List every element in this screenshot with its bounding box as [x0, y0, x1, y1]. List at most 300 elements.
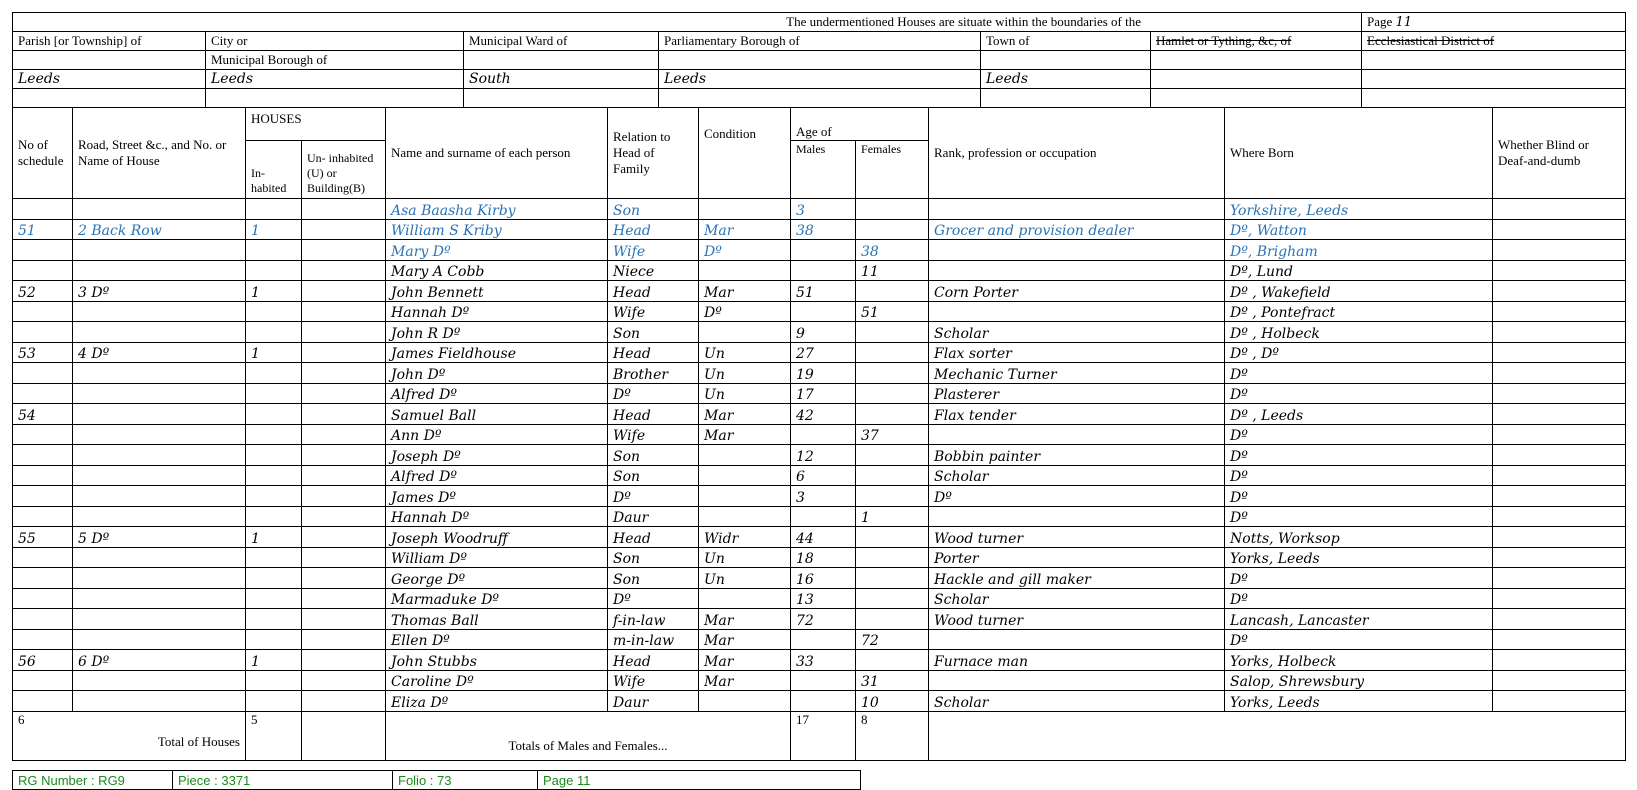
uninhabited-mark — [302, 486, 386, 507]
schedule-number — [13, 588, 73, 609]
occupation: Mechanic Turner — [929, 363, 1225, 384]
birthplace: Dº — [1225, 383, 1493, 404]
occupation: Hackle and gill maker — [929, 568, 1225, 589]
blank-cell — [13, 89, 206, 108]
birthplace: Dº — [1225, 568, 1493, 589]
occupation — [929, 506, 1225, 527]
birthplace: Dº — [1225, 363, 1493, 384]
relation: Head — [608, 404, 699, 425]
boundaries-title: The undermentioned Houses are situate within the boundaries of the — [13, 13, 1362, 32]
table-row — [13, 691, 1626, 712]
age-female — [856, 486, 929, 507]
uninhabited-mark — [302, 609, 386, 630]
blind-deaf — [1493, 404, 1626, 425]
relation: Son — [608, 445, 699, 466]
occupation — [929, 199, 1225, 220]
uninhabited-mark — [302, 424, 386, 445]
schedule-number — [13, 301, 73, 322]
parish-value: Leeds — [13, 70, 206, 89]
blank-cell — [206, 89, 464, 108]
uninhabited-mark — [302, 691, 386, 712]
blind-deaf — [1493, 383, 1626, 404]
road-address — [73, 199, 246, 220]
uninhabited-mark — [302, 342, 386, 363]
occupation: Wood turner — [929, 609, 1225, 630]
uninhabited-mark — [302, 650, 386, 671]
inhabited-count — [246, 568, 302, 589]
condition: Dº — [699, 240, 791, 261]
schedule-number — [13, 486, 73, 507]
eccl-spacer — [1362, 51, 1626, 70]
blind-deaf — [1493, 691, 1626, 712]
uninhabited-mark — [302, 527, 386, 548]
age-male — [791, 629, 856, 650]
condition: Widr — [699, 527, 791, 548]
condition: Mar — [699, 424, 791, 445]
inhabited-count — [246, 506, 302, 527]
age-female — [856, 383, 929, 404]
occupation: Furnace man — [929, 650, 1225, 671]
road-address — [73, 568, 246, 589]
table-row — [13, 322, 1626, 343]
age-male: 3 — [791, 199, 856, 220]
blind-deaf — [1493, 629, 1626, 650]
table-row — [13, 342, 1626, 363]
uninhabited-mark — [302, 260, 386, 281]
road-address: 3 Dº — [73, 281, 246, 302]
person-name: Samuel Ball — [386, 404, 608, 425]
hamlet-value — [1151, 70, 1362, 89]
inhabited-count — [246, 301, 302, 322]
age-female — [856, 527, 929, 548]
inhabited-count — [246, 199, 302, 220]
relation: Wife — [608, 240, 699, 261]
occupation — [929, 301, 1225, 322]
rg-number: RG Number : RG9 — [13, 771, 173, 790]
relation: Head — [608, 342, 699, 363]
age-female: 72 — [856, 629, 929, 650]
age-female — [856, 588, 929, 609]
age-male: 19 — [791, 363, 856, 384]
table-row — [13, 445, 1626, 466]
road-address — [73, 322, 246, 343]
uninhabited-total — [302, 711, 386, 760]
town-label: Town of — [981, 32, 1151, 51]
schedule-number: 52 — [13, 281, 73, 302]
birthplace: Dº — [1225, 506, 1493, 527]
schedule-number — [13, 568, 73, 589]
inhabited-total: 5 — [246, 711, 302, 760]
road-address: 2 Back Row — [73, 219, 246, 240]
relation: Son — [608, 322, 699, 343]
schedule-number — [13, 506, 73, 527]
relation: Niece — [608, 260, 699, 281]
totals-blank — [929, 711, 1626, 760]
table-row — [13, 301, 1626, 322]
age-male: 18 — [791, 547, 856, 568]
inhabited-count — [246, 588, 302, 609]
piece-number: Piece : 3371 — [173, 771, 393, 790]
person-name: Hannah Dº — [386, 506, 608, 527]
age-male: 6 — [791, 465, 856, 486]
inhabited-count: 1 — [246, 650, 302, 671]
birthplace: Dº, Lund — [1225, 260, 1493, 281]
schedule-number — [13, 322, 73, 343]
relation: Son — [608, 547, 699, 568]
census-rows — [13, 199, 1626, 712]
table-row — [13, 547, 1626, 568]
birthplace: Dº — [1225, 588, 1493, 609]
relation: Daur — [608, 506, 699, 527]
road-address — [73, 506, 246, 527]
table-row — [13, 219, 1626, 240]
person-name: Mary Dº — [386, 240, 608, 261]
occupation: Corn Porter — [929, 281, 1225, 302]
col-born: Where Born — [1225, 108, 1493, 199]
relation: Wife — [608, 424, 699, 445]
age-male: 42 — [791, 404, 856, 425]
condition — [699, 506, 791, 527]
condition: Mar — [699, 281, 791, 302]
birthplace: Dº — [1225, 424, 1493, 445]
reference-footer — [12, 770, 861, 790]
condition: Mar — [699, 219, 791, 240]
age-female: 31 — [856, 670, 929, 691]
inhabited-count — [246, 240, 302, 261]
birthplace: Dº, Brigham — [1225, 240, 1493, 261]
road-address — [73, 301, 246, 322]
schedule-number: 56 — [13, 650, 73, 671]
relation: Daur — [608, 691, 699, 712]
age-male — [791, 506, 856, 527]
relation: Son — [608, 465, 699, 486]
parl-spacer — [659, 51, 981, 70]
table-row — [13, 506, 1626, 527]
city-label: City or — [206, 32, 464, 51]
condition — [699, 486, 791, 507]
condition: Un — [699, 363, 791, 384]
uninhabited-mark — [302, 445, 386, 466]
road-address — [73, 629, 246, 650]
person-name: Thomas Ball — [386, 609, 608, 630]
age-male — [791, 260, 856, 281]
age-male — [791, 670, 856, 691]
occupation: Wood turner — [929, 527, 1225, 548]
age-female: 10 — [856, 691, 929, 712]
uninhabited-mark — [302, 547, 386, 568]
person-name: Asa Baasha Kirby — [386, 199, 608, 220]
road-address — [73, 260, 246, 281]
condition: Un — [699, 342, 791, 363]
inhabited-count — [246, 691, 302, 712]
occupation: Scholar — [929, 465, 1225, 486]
person-name: William S Kriby — [386, 219, 608, 240]
occupation: Flax sorter — [929, 342, 1225, 363]
age-male — [791, 301, 856, 322]
relation: Brother — [608, 363, 699, 384]
uninhabited-mark — [302, 383, 386, 404]
relation: Son — [608, 568, 699, 589]
age-female — [856, 445, 929, 466]
folio-number: Folio : 73 — [393, 771, 538, 790]
schedule-number — [13, 547, 73, 568]
relation: f-in-law — [608, 609, 699, 630]
relation: Dº — [608, 486, 699, 507]
ward-spacer — [464, 51, 659, 70]
blind-deaf — [1493, 547, 1626, 568]
hamlet-label: Hamlet or Tything, &c, of — [1151, 32, 1362, 51]
houses-total-cell — [13, 711, 246, 760]
uninhabited-mark — [302, 465, 386, 486]
occupation — [929, 424, 1225, 445]
schedule-number: 54 — [13, 404, 73, 425]
uninhabited-mark — [302, 240, 386, 261]
road-address — [73, 424, 246, 445]
uninhabited-mark — [302, 670, 386, 691]
relation: m-in-law — [608, 629, 699, 650]
occupation: Scholar — [929, 691, 1225, 712]
condition: Dº — [699, 301, 791, 322]
person-name: Mary A Cobb — [386, 260, 608, 281]
col-age-of: Age of — [791, 108, 929, 141]
ward-value: South — [464, 70, 659, 89]
parish-label: Parish [or Township] of — [13, 32, 206, 51]
birthplace: Yorks, Leeds — [1225, 691, 1493, 712]
occupation — [929, 260, 1225, 281]
age-female — [856, 322, 929, 343]
occupation: Bobbin painter — [929, 445, 1225, 466]
table-row — [13, 670, 1626, 691]
age-male: 16 — [791, 568, 856, 589]
table-row — [13, 527, 1626, 548]
city-label-2: Municipal Borough of — [206, 51, 464, 70]
age-male: 51 — [791, 281, 856, 302]
person-name: Alfred Dº — [386, 383, 608, 404]
age-female — [856, 404, 929, 425]
road-address — [73, 445, 246, 466]
age-female: 51 — [856, 301, 929, 322]
blind-deaf — [1493, 424, 1626, 445]
table-row — [13, 240, 1626, 261]
condition: Mar — [699, 404, 791, 425]
age-female — [856, 281, 929, 302]
blind-deaf — [1493, 363, 1626, 384]
occupation: Flax tender — [929, 404, 1225, 425]
condition — [699, 588, 791, 609]
parl-label: Parliamentary Borough of — [659, 32, 981, 51]
table-row — [13, 260, 1626, 281]
person-name: Joseph Dº — [386, 445, 608, 466]
schedule-number: 55 — [13, 527, 73, 548]
age-female — [856, 547, 929, 568]
table-row — [13, 465, 1626, 486]
inhabited-count: 1 — [246, 281, 302, 302]
schedule-number — [13, 629, 73, 650]
table-row — [13, 568, 1626, 589]
inhabited-count — [246, 424, 302, 445]
birthplace: Dº , Leeds — [1225, 404, 1493, 425]
age-male: 9 — [791, 322, 856, 343]
schedule-number — [13, 670, 73, 691]
relation: Head — [608, 219, 699, 240]
occupation: Plasterer — [929, 383, 1225, 404]
houses-total-count: 6 — [18, 711, 25, 727]
uninhabited-mark — [302, 322, 386, 343]
schedule-number — [13, 363, 73, 384]
person-name: Hannah Dº — [386, 301, 608, 322]
relation: Wife — [608, 670, 699, 691]
road-address — [73, 547, 246, 568]
blind-deaf — [1493, 527, 1626, 548]
page-label: Page — [1367, 14, 1393, 29]
col-inhabited: In- habited — [246, 141, 302, 199]
totals-label: Totals of Males and Females... — [386, 711, 791, 760]
page-number-value: 11 — [1395, 15, 1413, 30]
uninhabited-mark — [302, 301, 386, 322]
road-address — [73, 691, 246, 712]
inhabited-count — [246, 670, 302, 691]
blank-cell — [981, 89, 1151, 108]
person-name: Ann Dº — [386, 424, 608, 445]
blind-deaf — [1493, 445, 1626, 466]
age-male — [791, 691, 856, 712]
occupation: Grocer and provision dealer — [929, 219, 1225, 240]
ward-label: Municipal Ward of — [464, 32, 659, 51]
age-female — [856, 342, 929, 363]
inhabited-count — [246, 465, 302, 486]
age-male: 72 — [791, 609, 856, 630]
col-blind: Whether Blind or Deaf-and-dumb — [1493, 108, 1626, 199]
condition — [699, 465, 791, 486]
condition: Mar — [699, 629, 791, 650]
schedule-number: 53 — [13, 342, 73, 363]
hamlet-spacer — [1151, 51, 1362, 70]
blind-deaf — [1493, 650, 1626, 671]
age-female — [856, 609, 929, 630]
condition — [699, 260, 791, 281]
condition — [699, 691, 791, 712]
relation: Dº — [608, 383, 699, 404]
table-row — [13, 629, 1626, 650]
condition: Un — [699, 568, 791, 589]
condition: Un — [699, 547, 791, 568]
relation: Head — [608, 527, 699, 548]
age-female: 11 — [856, 260, 929, 281]
col-relation: Relation to Head of Family — [608, 108, 699, 199]
condition: Mar — [699, 609, 791, 630]
birthplace: Yorkshire, Leeds — [1225, 199, 1493, 220]
houses-total-label: Total of Houses — [157, 733, 240, 749]
age-male: 17 — [791, 383, 856, 404]
age-female — [856, 650, 929, 671]
females-total: 8 — [856, 711, 929, 760]
inhabited-count: 1 — [246, 342, 302, 363]
col-road: Road, Street &c., and No. or Name of House — [73, 108, 246, 199]
table-row — [13, 609, 1626, 630]
census-table — [12, 107, 1626, 761]
blind-deaf — [1493, 506, 1626, 527]
footer-page: Page 11 — [538, 771, 861, 790]
inhabited-count: 1 — [246, 219, 302, 240]
condition — [699, 322, 791, 343]
birthplace: Yorks, Leeds — [1225, 547, 1493, 568]
person-name: James Dº — [386, 486, 608, 507]
birthplace: Dº — [1225, 486, 1493, 507]
age-male: 12 — [791, 445, 856, 466]
inhabited-count — [246, 629, 302, 650]
occupation — [929, 629, 1225, 650]
road-address — [73, 363, 246, 384]
age-male: 44 — [791, 527, 856, 548]
inhabited-count — [246, 445, 302, 466]
table-row — [13, 383, 1626, 404]
blind-deaf — [1493, 670, 1626, 691]
birthplace: Lancash, Lancaster — [1225, 609, 1493, 630]
totals-row — [13, 711, 1626, 760]
road-address — [73, 609, 246, 630]
col-uninhabited: Un- inhabited (U) or Building(B) — [302, 141, 386, 199]
occupation — [929, 670, 1225, 691]
person-name: Marmaduke Dº — [386, 588, 608, 609]
occupation: Dº — [929, 486, 1225, 507]
birthplace: Dº — [1225, 629, 1493, 650]
blind-deaf — [1493, 486, 1626, 507]
eccl-value — [1362, 70, 1626, 89]
blind-deaf — [1493, 260, 1626, 281]
road-address — [73, 588, 246, 609]
person-name: Alfred Dº — [386, 465, 608, 486]
road-address — [73, 383, 246, 404]
road-address — [73, 670, 246, 691]
person-name: James Fieldhouse — [386, 342, 608, 363]
col-schedule: No of schedule — [13, 108, 73, 199]
schedule-number — [13, 691, 73, 712]
birthplace: Salop, Shrewsbury — [1225, 670, 1493, 691]
age-male: 33 — [791, 650, 856, 671]
road-address — [73, 465, 246, 486]
occupation: Scholar — [929, 322, 1225, 343]
schedule-number — [13, 465, 73, 486]
blind-deaf — [1493, 301, 1626, 322]
birthplace: Dº — [1225, 465, 1493, 486]
inhabited-count — [246, 404, 302, 425]
col-occupation: Rank, profession or occupation — [929, 108, 1225, 199]
uninhabited-mark — [302, 363, 386, 384]
age-male: 13 — [791, 588, 856, 609]
birthplace: Dº , Wakefield — [1225, 281, 1493, 302]
parish-spacer — [13, 51, 206, 70]
uninhabited-mark — [302, 588, 386, 609]
uninhabited-mark — [302, 199, 386, 220]
schedule-number: 51 — [13, 219, 73, 240]
relation: Wife — [608, 301, 699, 322]
blind-deaf — [1493, 465, 1626, 486]
person-name: Ellen Dº — [386, 629, 608, 650]
col-females: Females — [856, 141, 929, 199]
blank-cell — [1362, 89, 1626, 108]
birthplace: Dº , Holbeck — [1225, 322, 1493, 343]
uninhabited-mark — [302, 568, 386, 589]
age-female — [856, 363, 929, 384]
uninhabited-mark — [302, 404, 386, 425]
inhabited-count — [246, 363, 302, 384]
age-male: 38 — [791, 219, 856, 240]
person-name: John Bennett — [386, 281, 608, 302]
col-males: Males — [791, 141, 856, 199]
age-female — [856, 219, 929, 240]
birthplace: Notts, Worksop — [1225, 527, 1493, 548]
relation: Head — [608, 650, 699, 671]
